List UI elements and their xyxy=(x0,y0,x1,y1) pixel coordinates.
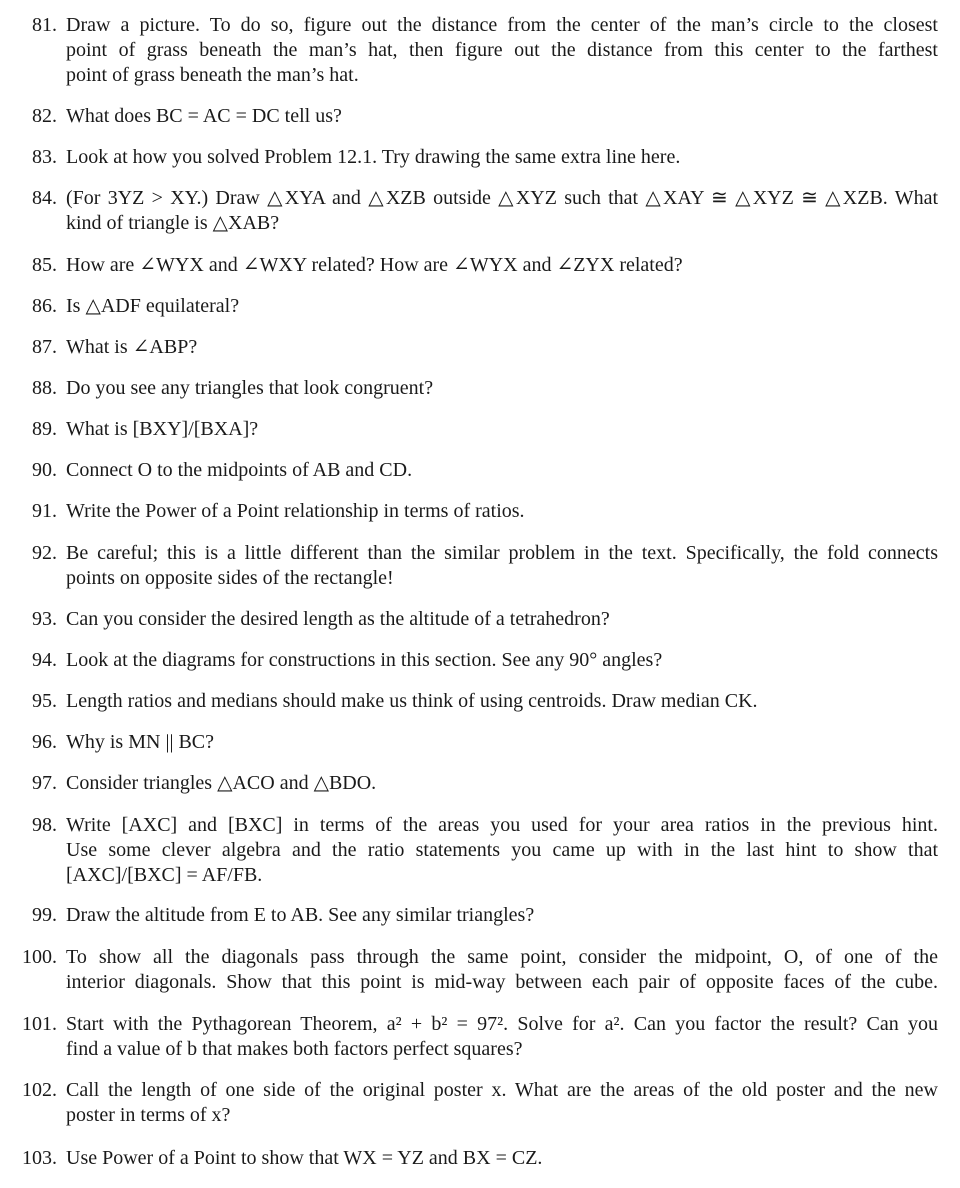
hint-text xyxy=(66,813,938,888)
hint-text xyxy=(66,903,938,928)
hint-number: 91. xyxy=(32,500,57,522)
hint-text xyxy=(66,13,938,88)
hint-text xyxy=(66,1146,938,1171)
hint-text xyxy=(66,104,938,129)
hint-number: 101. xyxy=(22,1013,57,1035)
hint-number: 94. xyxy=(32,649,57,671)
hint-line: Call the length of one side of the original poster x. What are the areas of the old poster and the new xyxy=(66,1079,938,1101)
hint-number: 83. xyxy=(32,146,57,168)
hint-line: points on opposite sides of the rectangle! xyxy=(66,567,394,589)
hint-text xyxy=(66,253,938,278)
hint-line: Why is MN || BC? xyxy=(66,731,215,753)
hint-text xyxy=(66,945,938,995)
hint-text xyxy=(66,648,938,673)
hint-line: To show all the diagonals pass through the same point, consider the midpoint, O, of one of the xyxy=(66,946,938,968)
hint-line: Can you consider the desired length as the altitude of a tetrahedron? xyxy=(66,608,610,630)
hint-text xyxy=(66,1078,938,1128)
hint-line: Length ratios and medians should make us think of using centroids. Draw median CK. xyxy=(66,690,758,712)
hint-line: What is ∠ABP? xyxy=(66,336,198,358)
hint-line: point of grass beneath the man’s hat. xyxy=(66,64,359,86)
hint-number: 81. xyxy=(32,14,57,36)
hint-line: Write the Power of a Point relationship in terms of ratios. xyxy=(66,500,525,522)
hint-text xyxy=(66,771,938,796)
hint-text xyxy=(66,335,938,360)
hint-line: Do you see any triangles that look congruent? xyxy=(66,377,434,399)
hint-number: 85. xyxy=(32,254,57,276)
hint-line: Draw a picture. To do so, figure out the distance from the center of the man’s circle to the closest xyxy=(66,14,938,36)
hint-text xyxy=(66,607,938,632)
hint-line: find a value of b that makes both factors perfect squares? xyxy=(66,1038,523,1060)
hint-line: Be careful; this is a little different than the similar problem in the text. Specifically, the fold connects xyxy=(66,542,938,564)
hint-text xyxy=(66,730,938,755)
hint-number: 89. xyxy=(32,418,57,440)
hint-number: 102. xyxy=(22,1079,57,1101)
hint-line: point of grass beneath the man’s hat, then figure out the distance from this center to the farthest xyxy=(66,39,938,61)
hint-line: What is [BXY]/[BXA]? xyxy=(66,418,259,440)
hint-text xyxy=(66,1012,938,1062)
hint-line: Connect O to the midpoints of AB and CD. xyxy=(66,459,413,481)
hint-text xyxy=(66,376,938,401)
hint-number: 98. xyxy=(32,814,57,836)
hint-text xyxy=(66,186,938,236)
hint-number: 87. xyxy=(32,336,57,358)
hint-line: poster in terms of x? xyxy=(66,1104,231,1126)
hint-line: Is △ADF equilateral? xyxy=(66,295,240,317)
hint-line: Start with the Pythagorean Theorem, a² + b² = 97². Solve for a². Can you factor the result? Can you xyxy=(66,1013,938,1035)
hint-number: 99. xyxy=(32,904,57,926)
hint-number: 88. xyxy=(32,377,57,399)
hint-line: Draw the altitude from E to AB. See any similar triangles? xyxy=(66,904,535,926)
hint-line: Consider triangles △ACO and △BDO. xyxy=(66,772,377,794)
hint-text xyxy=(66,294,938,319)
hint-number: 92. xyxy=(32,542,57,564)
hint-text xyxy=(66,458,938,483)
hint-text xyxy=(66,145,938,170)
hint-text xyxy=(66,541,938,591)
hint-number: 93. xyxy=(32,608,57,630)
hint-line: interior diagonals. Show that this point is mid-way between each pair of opposite faces of the cube. xyxy=(66,971,938,993)
hint-line: Write [AXC] and [BXC] in terms of the areas you used for your area ratios in the previous hint. xyxy=(66,814,938,836)
hint-line: (For 3YZ > XY.) Draw △XYA and △XZB outside △XYZ such that △XAY ≅ △XYZ ≅ △XZB. What xyxy=(66,187,938,209)
hint-line: Use Power of a Point to show that WX = YZ and BX = CZ. xyxy=(66,1147,543,1169)
hint-line: What does BC = AC = DC tell us? xyxy=(66,105,342,127)
hint-line: [AXC]/[BXC] = AF/FB. xyxy=(66,864,263,886)
hint-number: 82. xyxy=(32,105,57,127)
hint-line: Look at the diagrams for constructions in this section. See any 90° angles? xyxy=(66,649,663,671)
hint-number: 90. xyxy=(32,459,57,481)
hint-number: 84. xyxy=(32,187,57,209)
hint-number: 96. xyxy=(32,731,57,753)
hint-line: kind of triangle is △XAB? xyxy=(66,212,280,234)
hint-number: 97. xyxy=(32,772,57,794)
hint-text xyxy=(66,499,938,524)
hint-line: Use some clever algebra and the ratio statements you came up with in the last hint to show that xyxy=(66,839,938,861)
hint-number: 95. xyxy=(32,690,57,712)
hint-number: 86. xyxy=(32,295,57,317)
hint-line: How are ∠WYX and ∠WXY related? How are ∠WYX and ∠ZYX related? xyxy=(66,254,683,276)
hint-number: 100. xyxy=(22,946,57,968)
hint-number: 103. xyxy=(22,1147,57,1169)
hint-line: Look at how you solved Problem 12.1. Try drawing the same extra line here. xyxy=(66,146,681,168)
hint-text xyxy=(66,689,938,714)
hint-text xyxy=(66,417,938,442)
